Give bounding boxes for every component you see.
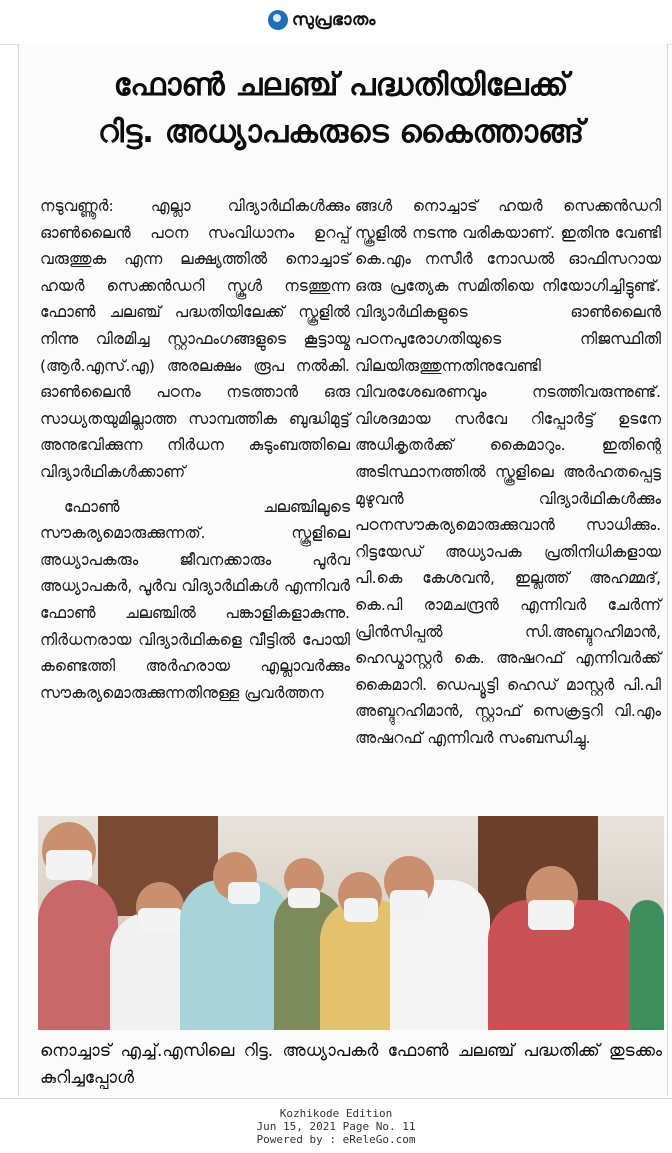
article-headline [26,62,656,156]
edition-footer [0,1098,672,1153]
masthead [0,0,672,45]
headline-line-1: ഫോൺ ചലഞ്ച് പദ്ധതിയിലേക്ക് [113,67,569,103]
photo-person-8 [630,900,664,1030]
photo-mask-7 [528,900,574,930]
logo-text: സുപ്രഭാതം [292,10,376,30]
paragraph-2: ഫോൺ ചലഞ്ചിലൂടെ സൗകര്യമൊരുക്കുന്നത്. സ്കൂളിലെ അധ്യാപകരും ജീവനക്കാരും പൂർവ അധ്യാപകർ, പൂർവ വിദ്യാർഥികൾ എന്നിവർ ഫോൺ ചലഞ്ചിൽ പങ്കാളികളാകുന്നു. നിർധനരായ വിദ്യാർഥികളെ വീട്ടിൽ പോയി കണ്ടെത്തി അർഹരായ എല്ലാവർക്കും സൗകര്യമൊരുക്കുന്നതിനുള്ള പ്രവർത്തന [40,497,350,702]
photo-caption: നൊച്ചാട് എച്ച്.എസിലെ റിട്ട. അധ്യാപകർ ഫോൺ ചലഞ്ച് പദ്ധതിക്ക് തുടക്കം കുറിച്ചപ്പോൾ [40,1041,662,1088]
edition-label: Kozhikode Edition [279,1107,393,1120]
photo-person-1 [38,880,118,1030]
photo-mask-4 [288,888,320,908]
headline-line-2: റിട്ട. അധ്യാപകരുടെ കൈത്താങ്ങ് [97,114,585,150]
paragraph-1: നടുവണ്ണൂർ: എല്ലാ വിദ്യാർഥികൾക്കും ഓൺലൈൻ പഠന സംവിധാനം ഉറപ്പ് വരുത്തുക എന്ന ലക്ഷ്യത്തിൽ നൊച്ചാട് ഹയർ സെക്കൻഡറി സ്കൂൾ നടത്തുന്ന ഫോൺ ചലഞ്ച് പദ്ധതിയിലേക്ക് സ്കൂളിൽ നിന്നു വിരമിച്ച സ്റ്റാഫംഗങ്ങളുടെ കൂട്ടായ്മ (ആർ.എസ്.എ) അരലക്ഷം രൂപ നൽകി. ഓൺലൈൻ പഠനം നടത്താൻ ഒരു സാധ്യതയുമില്ലാത്ത സാമ്പത്തിക ബുദ്ധിമുട്ട് അനുഭവിക്കുന്ന നിർധന കുടുംബത്തിലെ വിദ്യാർഥികൾക്കാണ് [40,197,350,481]
photo-mask-1 [46,850,92,880]
globe-icon [268,10,288,30]
article-column-left [40,193,350,706]
date-page-label: Jun 15, 2021 Page No. 11 [256,1120,416,1133]
photo-mask-6 [390,890,428,918]
photo-mask-2 [138,908,182,932]
newspaper-logo[interactable] [268,10,376,30]
photo-mask-3 [228,882,260,904]
article-column-right [355,193,661,751]
powered-by-label[interactable]: Powered by : eReleGo.com [256,1133,416,1146]
news-photo [38,816,664,1030]
paragraph-3: ങ്ങൾ നൊച്ചാട് ഹയർ സെക്കൻഡറി സ്കൂളിൽ നടന്നു വരികയാണ്. ഇതിനു വേണ്ടി കെ.എം നസീർ നോഡൽ ഓഫിസറായ ഒരു പ്രത്യേക സമിതിയെ നിയോഗിച്ചിട്ടുണ്ട്. വിദ്യാർഥികളുടെ ഓൺലൈൻ പഠനപുരോഗതിയുടെ നിജസ്ഥിതി വിലയിരുത്തുന്നതിനുവേണ്ടി വിവരശേഖരണവും നടത്തിവരുന്നുണ്ട്. വിശദമായ സർവേ റിപ്പോർട്ട് ഉടനേ അധികൃതർക്ക് കൈമാറും. ഇതിന്റെ അടിസ്ഥാനത്തിൽ സ്കൂളിലെ അർഹതപ്പെട്ട മുഴുവൻ വിദ്യാർഥികൾക്കും പഠനസൗകര്യമൊരുക്കുവാൻ സാധിക്കും. റിട്ടയേഡ് അധ്യാപക പ്രതിനിധികളായ പി.കെ കേശവൻ, ഇല്ലത്ത് അഹമ്മദ്, കെ.പി രാമചന്ദ്രൻ എന്നിവർ ചേർന്ന് പ്രിൻസിപ്പൽ സി.അബ്ദുറഹിമാൻ, ഹെഡ്മാസ്റ്റർ കെ. അഷറഫ് എന്നിവർക്ക് കൈമാറി. ഡെപ്യൂട്ടി ഹെഡ് മാസ്റ്റർ പി.പി അബ്ദുറഹിമാൻ, സ്റ്റാഫ് സെക്രട്ടറി വി.എം അഷറഫ് എന്നിവർ സംബന്ധിച്ചു. [355,197,661,747]
photo-mask-5 [344,898,378,922]
